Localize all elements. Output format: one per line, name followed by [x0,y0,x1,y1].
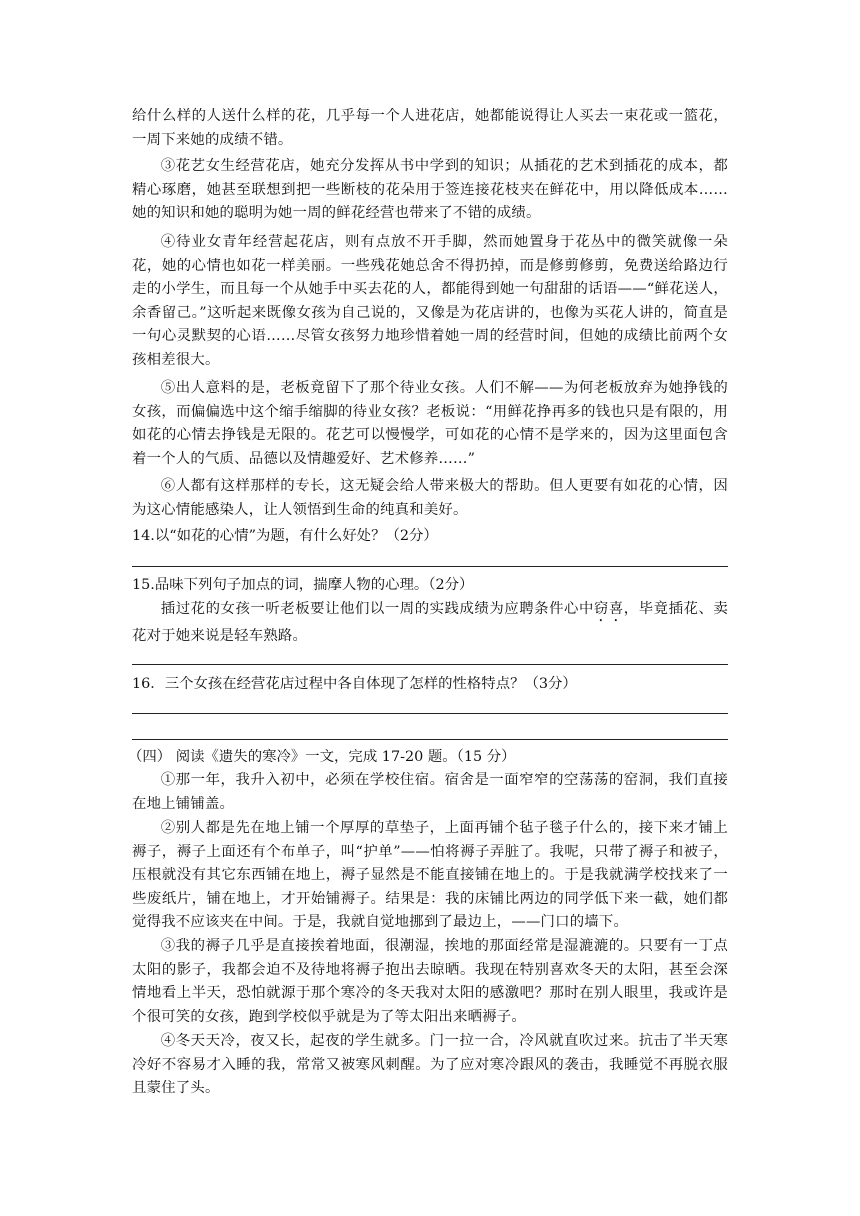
question-15-sentence-start: 插过花的女孩一听老板要让他们以一周的实践成绩为应聘条件心中 [160,601,594,617]
story-paragraph-3: ③花艺女生经营花店，她充分发挥从书中学到的知识；从插花的艺术到插花的成本，都精心琢磨，她甚至联想到把一些断枝的花朵用于签连接花枝夹在鲜花中，用以降低成本……她的知识和她的聪明为她一周的鲜花经营也带来了不错的成绩。 [132,158,728,222]
story-paragraph-5: ⑤出人意料的是，老板竟留下了那个待业女孩。人们不解——为何老板放弃为她挣钱的女孩，而偏偏选中这个缩手缩脚的待业女孩？老板说：“用鲜花挣再多的钱也只是有限的，用如花的心情去挣钱是无限的。花艺可以慢慢学，可如花的心情不是学来的，因为这里面包含着一个人的气质、品德以及情趣爱好、艺术修养……” [132,380,728,467]
section-4-paragraph-4: ④冬天天冷，夜又长，起夜的学生就多。门一拉一合，冷风就直吹过来。抗击了半天寒冷好不容易才入睡的我，常常又被寒风刺醒。为了应对寒冷跟风的袭击，我睡觉不再脱衣服且蒙住了头。 [132,1033,728,1097]
section-4-heading: （四） 阅读《遗失的寒冷》一文，完成 17-20 题。（15 分） [128,749,516,765]
section-4-paragraph-1: ①那一年，我升入初中，必须在学校住宿。宿舍是一面窄窄的空荡荡的窑洞，我们直接在地上铺铺盖。 [132,772,728,812]
story-paragraph-4: ④待业女青年经营起花店，则有点放不开手脚，然而她置身于花丛中的微笑就像一朵花，她的心情也如花一样美丽。一些残花她总舍不得扔掉，而是修剪修剪，免费送给路边行走的小学生，而且每一个从她手中买去花的人，都能得到她一句甜甜的话语——“鲜花送人，余香留己。”这听起来既像女孩为自己说的，又像是为花店讲的，也像为买花人讲的，简直是一句心灵默契的心语……尽管女孩努力地珍惜着她一周的经营时间，但她的成绩比前两个女孩相差很大。 [132,234,728,368]
section-4-paragraph-2: ②别人都是先在地上铺一个厚厚的草垫子，上面再铺个毡子毯子什么的，接下来才铺上褥子，褥子上面还有个布单子，叫“护单”——怕将褥子弄脏了。我呢，只带了褥子和被子，压根就没有其它东西铺在地上，褥子显然是不能直接铺在地上的。于是我就满学校找来了一些废纸片，铺在地上，才开始铺褥子。结果是：我的床铺比两边的同学低下来一截，她们都觉得我不应该夹在中间。于是，我就自觉地挪到了最边上，——门口的墙下。 [132,820,728,931]
question-15-sentence-end: ，毕竟插花、卖花对于她来说是轻车熟路。 [132,601,728,644]
section-4-paragraph-3: ③我的褥子几乎是直接挨着地面，很潮湿，挨地的那面经常是湿漉漉的。只要有一丁点太阳的影子，我都会迫不及待地将褥子抱出去晾晒。我现在特别喜欢冬天的太阳，甚至会深情地看上半天，恐怕就源于那个寒冷的冬天我对太阳的感激吧？那时在别人眼里，我或许是个很可笑的女孩，跑到学校似乎就是为了等太阳出来晒褥子。 [132,938,728,1025]
dotted-word: 窃喜 [593,601,624,617]
answer-line-15[interactable] [132,664,728,665]
answer-line-14[interactable] [132,566,728,567]
question-16: 16．三个女孩在经营花店过程中各自体现了怎样的性格特点？（3分） [132,676,577,692]
answer-line-16a[interactable] [132,713,728,714]
answer-line-16b[interactable] [132,739,728,740]
question-14: 14.以“如花的心情”为题，有什么好处？（2分） [132,528,438,544]
question-15-sentence [132,598,728,649]
story-paragraph-continued: 给什么样的人送什么样的花，几乎每一个人进花店，她都能说得让人买去一束花或一篮花，一周下来她的成绩不错。 [132,108,728,148]
question-15: 15.品味下列句子加点的词，揣摩人物的心理。（2分） [132,577,474,593]
story-paragraph-6: ⑥人都有这样那样的专长，这无疑会给人带来极大的帮助。但人更要有如花的心情，因为这心情能感染人，让人领悟到生命的纯真和美好。 [132,478,728,518]
